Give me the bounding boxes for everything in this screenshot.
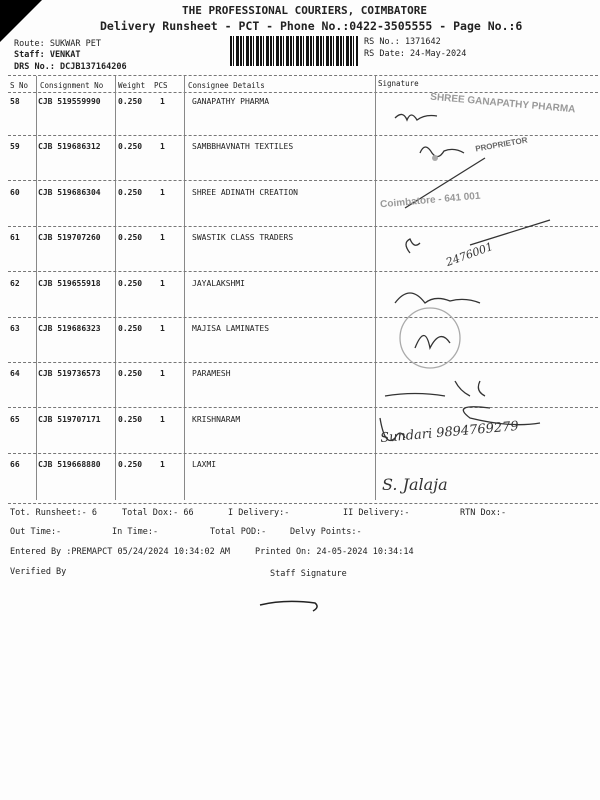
cell-sno: 61: [10, 233, 20, 243]
cell-wt: 0.250: [118, 460, 143, 470]
cell-sno: 63: [10, 324, 20, 333]
header-sno: S No: [10, 81, 29, 90]
header-consignee: Consignee Details: [188, 81, 265, 90]
cell-cn: CJB 519686312: [38, 142, 101, 152]
printed-on: Printed On: 24-05-2024 10:34:14: [255, 547, 414, 557]
rs-number: RS No.: 1371642: [364, 37, 441, 47]
header-consignment: Consignment No: [40, 81, 104, 90]
cell-name: GANAPATHY PHARMA: [192, 97, 270, 106]
delvy-points: Delvy Points:-: [290, 527, 362, 537]
rtn-dox: RTN Dox:-: [460, 508, 507, 518]
address-stamp: Coimbatore - 641 001: [379, 190, 481, 211]
handwritten-phone: Sundari 9894769279: [379, 418, 520, 447]
pharmacy-stamp: SHREE GANAPATHY PHARMA: [429, 91, 576, 116]
in-time: In Time:-: [112, 527, 159, 537]
cell-name: SWASTIK CLASS TRADERS: [192, 233, 294, 243]
cell-name: LAXMI: [192, 460, 217, 470]
out-time: Out Time:-: [10, 527, 62, 537]
cell-pcs: 1: [160, 97, 165, 106]
cell-sno: 66: [10, 460, 20, 470]
staff-signature-label: Staff Signature: [270, 569, 347, 579]
staff-signature-mark: [255, 595, 325, 615]
i-delivery: I Delivery:-: [228, 508, 290, 518]
cell-cn: CJB 519559990: [38, 97, 101, 106]
verified-by: Verified By: [10, 567, 67, 577]
cell-cn: CJB 519686323: [38, 324, 101, 333]
total-dox: Total Dox:- 66: [122, 508, 194, 518]
header-signature: Signature: [378, 79, 419, 88]
drs-number: DRS No.: DCJB137164206: [14, 62, 127, 72]
cell-wt: 0.250: [118, 369, 143, 379]
entered-by: Entered By :PREMAPCT 05/24/2024 10:34:02 AM: [10, 547, 231, 557]
cell-name: MAJISA LAMINATES: [192, 324, 270, 333]
total-pod: Total POD:-: [210, 527, 267, 537]
cell-cn: CJB 519668880: [38, 460, 101, 470]
cell-pcs: 1: [160, 278, 165, 288]
cell-pcs: 1: [160, 414, 165, 424]
cell-name: SHREE ADINATH CREATION: [192, 187, 298, 197]
cell-pcs: 1: [160, 460, 165, 470]
proprietor-stamp: PROPRIETOR: [474, 135, 529, 154]
cell-wt: 0.250: [118, 142, 143, 152]
cell-sno: 60: [10, 187, 20, 197]
cell-sno: 58: [10, 97, 20, 106]
cell-pcs: 1: [160, 369, 165, 379]
cell-cn: CJB 519707260: [38, 233, 101, 243]
cell-sno: 65: [10, 414, 20, 424]
cell-wt: 0.250: [118, 187, 143, 197]
route: Route: SUKWAR PET: [14, 39, 101, 49]
cell-wt: 0.250: [118, 278, 143, 288]
header-weight: Weight: [118, 81, 146, 90]
document-title: THE PROFESSIONAL COURIERS, COIMBATORE: [182, 4, 428, 17]
cell-name: PARAMESH: [192, 369, 231, 379]
rs-date: RS Date: 24-May-2024: [364, 49, 467, 59]
ii-delivery: II Delivery:-: [343, 508, 410, 518]
staff: Staff: VENKAT: [14, 50, 81, 60]
cell-wt: 0.250: [118, 414, 143, 424]
barcode: [230, 36, 358, 66]
cell-wt: 0.250: [118, 233, 143, 243]
cell-cn: CJB 519655918: [38, 278, 101, 288]
cell-name: JAYALAKSHMI: [192, 278, 245, 288]
cell-cn: CJB 519707171: [38, 414, 101, 424]
cell-cn: CJB 519686304: [38, 187, 101, 197]
cell-name: KRISHNARAM: [192, 414, 241, 424]
tot-runsheet: Tot. Runsheet:- 6: [10, 508, 97, 518]
handwritten-signature: S. Jalaja: [382, 475, 448, 494]
cell-pcs: 1: [160, 233, 165, 243]
scan-corner: [0, 0, 42, 42]
cell-sno: 62: [10, 278, 20, 288]
header-pcs: PCS: [154, 81, 168, 90]
document-subtitle: Delivery Runsheet - PCT - Phone No.:0422-3505555 - Page No.:6: [100, 19, 523, 33]
cell-sno: 59: [10, 142, 20, 152]
handwritten-note: 2476001: [444, 240, 495, 269]
cell-pcs: 1: [160, 187, 165, 197]
cell-sno: 64: [10, 369, 20, 379]
cell-cn: CJB 519736573: [38, 369, 101, 379]
cell-wt: 0.250: [118, 97, 143, 106]
cell-pcs: 1: [160, 142, 165, 152]
cell-pcs: 1: [160, 324, 165, 333]
cell-wt: 0.250: [118, 324, 143, 333]
cell-name: SAMBBHAVNATH TEXTILES: [192, 142, 294, 152]
